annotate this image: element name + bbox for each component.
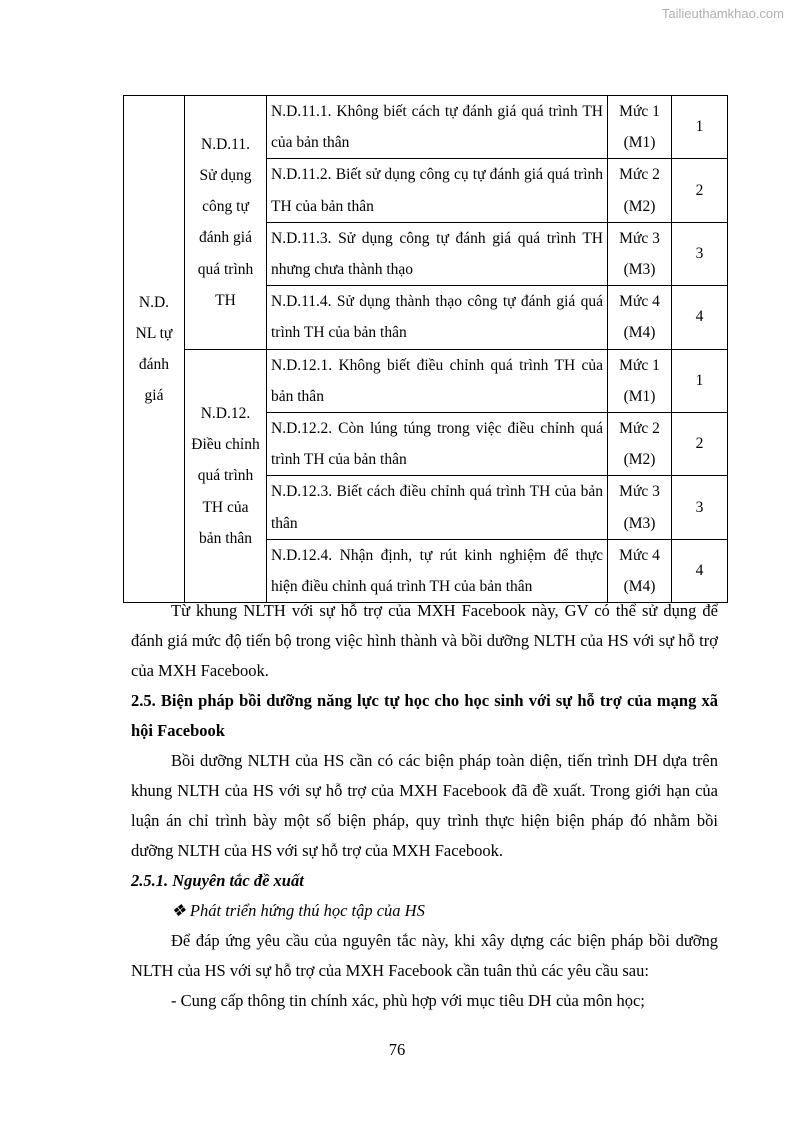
group-cell: N.D. NL tự đánh giá [124, 96, 185, 603]
section-heading: 2.5. Biện pháp bồi dưỡng năng lực tự học cho học sinh với sự hỗ trợ của mạng xã hội Facebook [131, 691, 718, 740]
criterion-score: 1 [672, 96, 728, 159]
criterion-score: 4 [672, 539, 728, 602]
criterion-desc: N.D.12.1. Không biết điều chỉnh quá trình TH của bản thân [267, 349, 608, 412]
table-row [124, 96, 728, 159]
criterion-score: 2 [672, 413, 728, 476]
page-number: 76 [388, 1040, 406, 1059]
watermark: Tailieuthamkhao.com [661, 6, 784, 21]
criterion-desc: N.D.12.2. Còn lúng túng trong việc điều chỉnh quá trình TH của bản thân [267, 413, 608, 476]
criterion-desc: N.D.11.4. Sử dụng thành thạo công tự đánh giá quá trình TH của bản thân [267, 286, 608, 349]
criterion-desc: N.D.11.2. Biết sử dụng công cụ tự đánh giá quá trình TH của bản thân [267, 159, 608, 222]
criterion-level: Mức 1 (M1) [608, 96, 672, 159]
criterion-level: Mức 3 (M3) [608, 476, 672, 539]
criterion-level: Mức 4 (M4) [608, 539, 672, 602]
criterion-score: 2 [672, 159, 728, 222]
criterion-level: Mức 3 (M3) [608, 222, 672, 285]
criterion-score: 4 [672, 286, 728, 349]
list-item: - Cung cấp thông tin chính xác, phù hợp với mục tiêu DH của môn học; [171, 991, 645, 1010]
criterion-score: 3 [672, 476, 728, 539]
paragraph: Từ khung NLTH với sự hỗ trợ của MXH Facebook này, GV có thể sử dụng để đánh giá mức độ tiến bộ trong việc hình thành và bồi dưỡng NLTH của HS với sự hỗ trợ của MXH Facebook. [131, 601, 718, 680]
criteria-table [123, 95, 728, 603]
criterion-level: Mức 2 (M2) [608, 159, 672, 222]
criterion-level: Mức 1 (M1) [608, 349, 672, 412]
criterion-desc: N.D.12.4. Nhận định, tự rút kinh nghiệm để thực hiện điều chỉnh quá trình TH của bản thân [267, 539, 608, 602]
paragraph: Bồi dưỡng NLTH của HS cần có các biện pháp toàn diện, tiến trình DH dựa trên khung NLTH của HS với sự hỗ trợ của MXH Facebook đã đề xuất. Trong giới hạn của luận án chỉ trình bày một số biện pháp, quy trình thực hiện biện pháp đó nhằm bồi dưỡng NLTH của HS với sự hỗ trợ của MXH Facebook. [131, 751, 718, 860]
section-code-cell: N.D.11. Sử dụng công tự đánh giá quá trình TH [185, 96, 267, 350]
body-text [131, 596, 718, 1016]
table-row [124, 349, 728, 412]
subsection-heading: 2.5.1. Nguyên tắc đề xuất [131, 871, 304, 890]
criterion-level: Mức 4 (M4) [608, 286, 672, 349]
criterion-desc: N.D.12.3. Biết cách điều chỉnh quá trình TH của bản thân [267, 476, 608, 539]
paragraph: Để đáp ứng yêu cầu của nguyên tắc này, khi xây dựng các biện pháp bồi dưỡng NLTH của HS với sự hỗ trợ của MXH Facebook cần tuân thủ các yêu cầu sau: [131, 931, 718, 980]
section-code-cell: N.D.12. Điều chỉnh quá trình TH của bản thân [185, 349, 267, 603]
bullet-heading: ❖ Phát triển hứng thú học tập của HS [171, 901, 425, 920]
criterion-score: 1 [672, 349, 728, 412]
criterion-desc: N.D.11.3. Sử dụng công tự đánh giá quá trình TH nhưng chưa thành thạo [267, 222, 608, 285]
criterion-level: Mức 2 (M2) [608, 413, 672, 476]
criterion-score: 3 [672, 222, 728, 285]
criterion-desc: N.D.11.1. Không biết cách tự đánh giá quá trình TH của bản thân [267, 96, 608, 159]
